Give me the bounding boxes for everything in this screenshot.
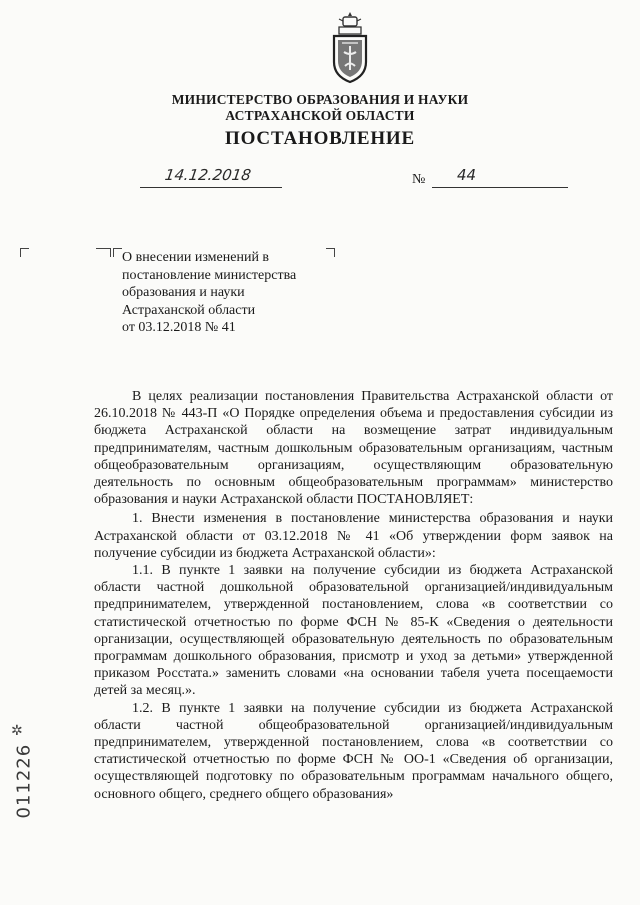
clause-1-2-paragraph: 1.2. В пункте 1 заявки на получение субсидии из бюджета Астраханской области частной общеобразовательной организацией/индивидуальным предпринимателем, утвержденной постановлением, слова «в соответствии со статистической отчетностью по форме ФСН № ОО-1 «Сведения об организации, осуществляющей подготовку по образовательным программам начального общего, основного общего, среднего общего образования» <box>94 700 613 802</box>
document-type-title: ПОСТАНОВЛЕНИЕ <box>225 128 415 149</box>
clause-1-1-paragraph: 1.1. В пункте 1 заявки на получение субсидии из бюджета Астраханской области частной дошкольной образовательной организацией/индивидуальным предпринимателем, утвержденной постановлением, слова «в соответствии со статистической отчетностью по форме ФСН № 85-К «Сведения о деятельности организации, осуществляющей образовательную деятельность по образовательным программам дошкольного образования, присмотр и уход за детьми» утвержденной приказом Росстата.» заменить словами «на основании табеля учета посещаемости детей за месяц.». <box>94 563 613 699</box>
number-label: № <box>412 172 426 187</box>
subject-line: от 03.12.2018 № 41 <box>122 320 236 335</box>
corner-mark <box>20 248 29 257</box>
margin-asterisk-mark: ✲ <box>11 723 23 739</box>
document-date: 14.12.2018 <box>163 166 253 184</box>
subject-line: образования и науки <box>122 285 245 300</box>
corner-mark <box>96 248 111 257</box>
subject-line: постановление министерства <box>122 267 297 283</box>
document-body <box>94 388 613 803</box>
document-subject <box>122 249 352 337</box>
subject-line: О внесении изменений в <box>122 250 270 265</box>
preamble-paragraph: В целях реализации постановления Правительства Астраханской области от 26.10.2018 № 443-П «О Порядке определения объема и предоставления субсидии из бюджета Астраханской области на возмещение затрат индивидуальным предпринимателям, частным дошкольным образовательным организациям, частным общеобразовательным организациям, осуществляющим образовательную деятельность по основным общеобразовательным программам» министерство образования и науки Астраханской области ПОСТАНОВЛЯЕТ: <box>94 389 613 508</box>
number-underline <box>432 187 568 188</box>
date-underline <box>140 187 282 188</box>
corner-mark <box>113 248 122 257</box>
subject-line: Астраханской области <box>122 302 256 318</box>
coat-of-arms-emblem <box>328 10 372 84</box>
ministry-name-line2: АСТРАХАНСКОЙ ОБЛАСТИ <box>225 108 415 123</box>
clause-1-paragraph: 1. Внести изменения в постановление министерства образования и науки Астраханской области от 03.12.2018 № 41 «Об утверждении форм заявок на получение субсидии из бюджета Астраханской области»: <box>94 511 613 561</box>
document-number: 44 <box>457 166 477 184</box>
ministry-name-line1: МИНИСТЕРСТВО ОБРАЗОВАНИЯ И НАУКИ <box>171 92 469 107</box>
margin-serial-number: 011226 <box>13 743 35 819</box>
